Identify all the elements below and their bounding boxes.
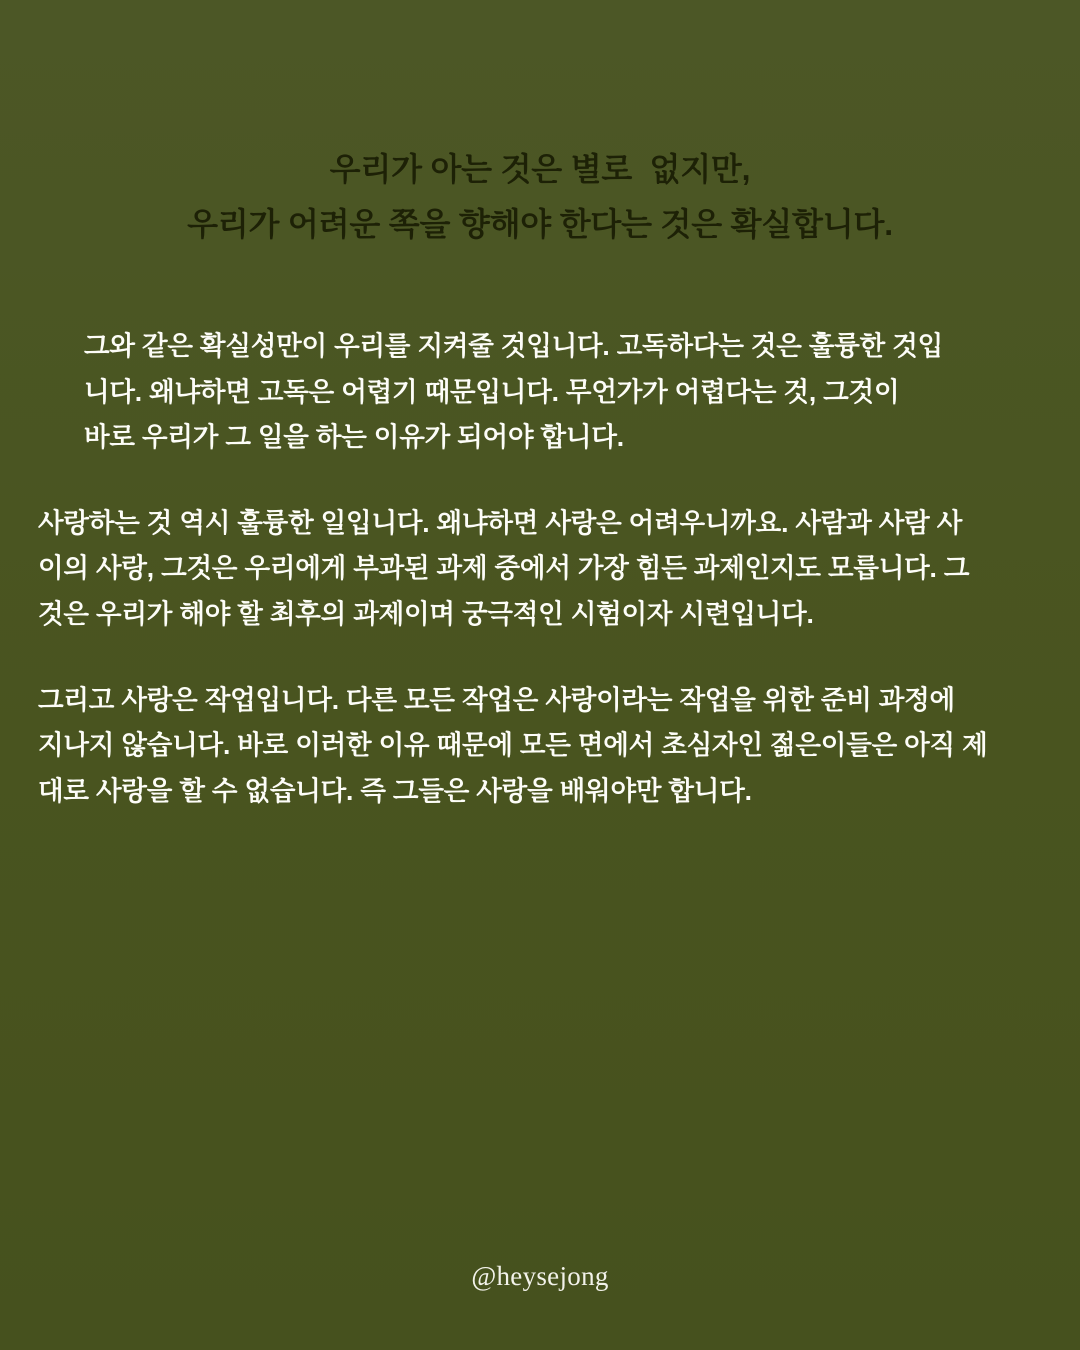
paragraph-3-line-3: 대로 사랑을 할 수 없습니다. 즉 그들은 사랑을 배워야만 합니다. bbox=[38, 775, 752, 806]
page-title bbox=[0, 0, 1080, 252]
paragraph-1 bbox=[38, 324, 1042, 461]
paragraph-2-line-1: 사랑하는 것 역시 훌륭한 일입니다. 왜냐하면 사랑은 어려우니까요. 사람과 사람 사 bbox=[38, 507, 963, 538]
paragraph-3 bbox=[38, 678, 1042, 815]
headline-line-1: 우리가 아는 것은 별로 없지만, bbox=[329, 151, 751, 187]
paragraph-1-line-3: 바로 우리가 그 일을 하는 이유가 되어야 합니다. bbox=[84, 422, 624, 453]
paragraph-3-line-2: 지나지 않습니다. 바로 이러한 이유 때문에 모든 면에서 초심자인 젊은이들은 아직 제 bbox=[38, 730, 988, 761]
paragraph-3-line-1: 그리고 사랑은 작업입니다. 다른 모든 작업은 사랑이라는 작업을 위한 준비 과정에 bbox=[38, 684, 955, 715]
body-text bbox=[0, 324, 1080, 814]
paragraph-2 bbox=[38, 501, 1042, 638]
headline-line-2: 우리가 어려운 쪽을 향해야 한다는 것은 확실합니다. bbox=[187, 206, 893, 243]
paragraph-1-line-2: 니다. 왜냐하면 고독은 어렵기 때문입니다. 무언가가 어렵다는 것, 그것이 bbox=[84, 376, 900, 407]
paragraph-2-line-2: 이의 사랑, 그것은 우리에게 부과된 과제 중에서 가장 힘든 과제인지도 모릅니다. 그 bbox=[38, 553, 970, 584]
author-handle: @heysejong bbox=[471, 1261, 609, 1291]
paragraph-1-line-1: 그와 같은 확실성만이 우리를 지켜줄 것입니다. 고독하다는 것은 훌륭한 것입 bbox=[84, 331, 943, 362]
paragraph-2-line-3: 것은 우리가 해야 할 최후의 과제이며 궁극적인 시험이자 시련입니다. bbox=[38, 598, 814, 629]
